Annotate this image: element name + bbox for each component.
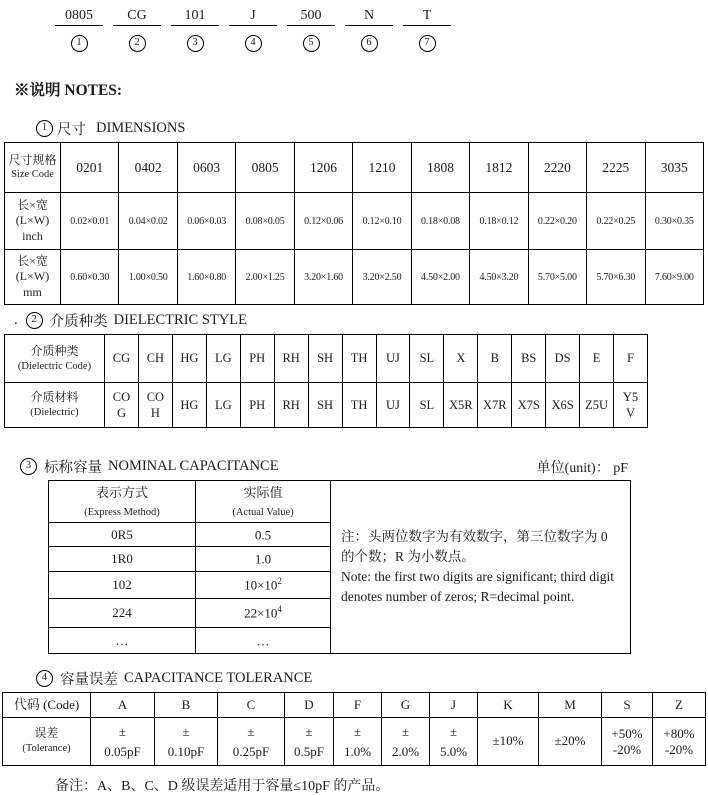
circled-number-icon: 5 [303, 35, 320, 52]
dielectric-code-cell: PH [240, 335, 274, 383]
mm-cell: 3.20×2.50 [353, 250, 411, 305]
inch-cell: 0.18×0.08 [411, 193, 469, 250]
section-title-en: NOMINAL CAPACITANCE [108, 458, 279, 474]
marker [340, 35, 398, 52]
marker [282, 35, 340, 52]
column-header-actual [196, 481, 331, 523]
tolerance-value-cell: ± 0.5pF [285, 718, 334, 766]
dielectric-material-cell: Z5U [580, 383, 614, 428]
dielectric-code-cell: BS [512, 335, 546, 383]
circled-number-icon: 6 [361, 35, 378, 52]
capacitance-header-row [49, 481, 631, 523]
dielectric-material-cell: SH [308, 383, 342, 428]
inch-cell: 0.12×0.10 [353, 193, 411, 250]
part-code-dielectric: CG [113, 8, 161, 26]
row-header-cn: 长×宽 [17, 197, 48, 212]
size-code-cell: 0603 [177, 143, 235, 193]
section-title-dimensions [36, 118, 708, 139]
tolerance-value-cell: ± 2.0% [382, 718, 430, 766]
part-code-segment [398, 8, 456, 26]
tolerance-table [2, 692, 706, 766]
row-header [5, 335, 105, 383]
tolerance-value-cell: ± 0.25pF [218, 718, 285, 766]
marker [224, 35, 282, 52]
row-header-en: (Tolerance) [22, 743, 71, 755]
column-header-express [49, 481, 196, 523]
tolerance-code-cell: G [382, 693, 430, 718]
size-code-cell: 1812 [470, 143, 528, 193]
mm-cell: 5.70×5.00 [528, 250, 586, 305]
dielectric-code-cell: B [478, 335, 512, 383]
size-code-cell: 3035 [645, 143, 703, 193]
note-en: Note: the first two digits are significant; third digit denotes number of zeros; R=decimal point. [341, 569, 614, 605]
datasheet-page [0, 8, 708, 794]
size-code-row [5, 143, 704, 193]
dielectric-code-cell: LG [206, 335, 240, 383]
mm-cell: 0.60×0.30 [61, 250, 119, 305]
row-header-cn: 介质种类 [30, 343, 79, 358]
row-header [3, 718, 91, 766]
dielectric-material-cell: UJ [376, 383, 410, 428]
dielectric-code-cell: HG [172, 335, 206, 383]
circled-number-icon: 4 [36, 670, 53, 687]
tolerance-value-cell: ± 5.0% [430, 718, 478, 766]
section-title-cn: 容量误差 [60, 672, 118, 688]
part-code-markers [50, 35, 708, 52]
inch-cell: 0.06×0.03 [177, 193, 235, 250]
notes-heading: ※说明 NOTES: [14, 82, 123, 99]
marker [166, 35, 224, 52]
mm-cell: 4.50×3.20 [470, 250, 528, 305]
part-code-segment [340, 8, 398, 26]
size-code-cell: 0402 [119, 143, 177, 193]
row-header [5, 193, 61, 250]
dielectric-code-cell: CG [105, 335, 139, 383]
dielectric-material-cell: X6S [546, 383, 580, 428]
tolerance-value-cell: ± 0.10pF [155, 718, 218, 766]
tolerance-value-cell: +50% -20% [602, 718, 653, 766]
dielectric-code-cell: SH [308, 335, 342, 383]
inch-cell: 0.12×0.06 [294, 193, 352, 250]
mm-cell: 1.00×0.50 [119, 250, 177, 305]
dielectric-code-cell: RH [274, 335, 308, 383]
size-code-cell: 0201 [61, 143, 119, 193]
circled-number-icon: 3 [20, 458, 37, 475]
dielectric-material-cell: X7R [478, 383, 512, 428]
row-header: 代码 (Code) [3, 693, 91, 718]
actual-cell: 0.5 [196, 523, 331, 547]
marker [108, 35, 166, 52]
dielectric-material-cell: TH [342, 383, 376, 428]
row-header [5, 143, 61, 193]
size-code-cell: 2220 [528, 143, 586, 193]
column-header-en: (Actual Value) [232, 506, 294, 518]
dielectric-material-cell: COH [138, 383, 172, 428]
section-title-cn: 介质种类 [49, 314, 108, 330]
mm-cell: 5.70×6.30 [587, 250, 645, 305]
dielectric-material-cell: Y5V [614, 383, 648, 428]
express-cell: 1R0 [49, 547, 196, 572]
tolerance-value-cell: ±10% [478, 718, 539, 766]
dielectric-code-cell: X [444, 335, 478, 383]
tolerance-code-cell: K [478, 693, 539, 718]
row-header-en: (Dielectric) [30, 407, 79, 419]
size-code-cell: 1206 [294, 143, 352, 193]
inch-cell: 0.04×0.02 [119, 193, 177, 250]
section-title-en: DIMENSIONS [96, 120, 186, 136]
dielectric-material-cell: HG [172, 383, 206, 428]
size-code-cell: 0805 [236, 143, 294, 193]
mm-row [5, 250, 704, 305]
dielectric-material-cell: X7S [512, 383, 546, 428]
row-header-lw: (L×W) [15, 213, 50, 228]
dielectric-material-row [5, 383, 648, 428]
marker [398, 35, 456, 52]
part-code-row [50, 8, 708, 26]
section-head-capacitance [0, 456, 708, 477]
row-header [5, 250, 61, 305]
tolerance-value-cell: ± 1.0% [334, 718, 382, 766]
section-title-en: DIELECTRIC STYLE [113, 312, 247, 328]
express-cell: 224 [49, 599, 196, 628]
dielectric-code-cell: CH [138, 335, 172, 383]
dielectric-material-cell: COG [105, 383, 139, 428]
section-title-tolerance [36, 668, 708, 689]
row-header-unit: mm [23, 284, 42, 299]
section-title-cn: 标称容量 [44, 460, 102, 476]
row-header-lw: (L×W) [15, 269, 50, 284]
row-header-cn: 尺寸规格 [8, 152, 57, 167]
tolerance-code-cell: A [91, 693, 155, 718]
dielectric-table [4, 334, 648, 428]
row-header-en: (Dielectric Code) [17, 360, 92, 372]
row-header-unit: inch [22, 228, 43, 243]
mm-cell: 7.60×9.00 [645, 250, 703, 305]
dielectric-material-cell: PH [240, 383, 274, 428]
express-cell: 0R5 [49, 523, 196, 547]
circled-number-icon: 2 [26, 312, 43, 329]
part-code-segment [282, 8, 340, 26]
part-code-size: 0805 [55, 8, 103, 26]
row-header-cn: 长×宽 [17, 253, 48, 268]
part-code-segment [108, 8, 166, 26]
dielectric-code-row [5, 335, 648, 383]
mm-cell: 2.00×1.25 [236, 250, 294, 305]
section-title-en: CAPACITANCE TOLERANCE [124, 670, 313, 686]
actual-cell: $10\times 10^2$ [196, 572, 331, 599]
actual-cell: $22\times 10^4$ [196, 599, 331, 628]
dielectric-code-cell: F [614, 335, 648, 383]
circled-number-icon: 7 [419, 35, 436, 52]
row-header [5, 383, 105, 428]
mm-cell: 1.60×0.80 [177, 250, 235, 305]
dielectric-code-cell: SL [410, 335, 444, 383]
part-code-segment [224, 8, 282, 26]
row-header-cn: 误差 [34, 726, 59, 741]
express-cell: 102 [49, 572, 196, 599]
size-code-cell: 1210 [353, 143, 411, 193]
inch-cell: 0.22×0.25 [587, 193, 645, 250]
dimensions-table [4, 142, 704, 305]
actual-cell: … [196, 628, 331, 654]
tolerance-code-cell: Z [653, 693, 706, 718]
circled-number-icon: 1 [36, 120, 53, 137]
tolerance-code-cell: S [602, 693, 653, 718]
tolerance-code-cell: B [155, 693, 218, 718]
row-header-en: Size Code [11, 169, 54, 181]
part-code-tolerance: J [229, 8, 277, 26]
part-code-termination: N [345, 8, 393, 26]
tolerance-value-cell: +80% -20% [653, 718, 706, 766]
actual-cell: 1.0 [196, 547, 331, 572]
circled-number-icon: 4 [245, 35, 262, 52]
circled-number-icon: 3 [187, 35, 204, 52]
inch-cell: 0.22×0.20 [528, 193, 586, 250]
section-title-dielectric [14, 310, 708, 331]
tolerance-code-cell: C [218, 693, 285, 718]
inch-cell: 0.08×0.05 [236, 193, 294, 250]
part-code-voltage: 500 [287, 8, 335, 26]
capacitance-note [331, 481, 631, 654]
inch-row [5, 193, 704, 250]
inch-cell: 0.18×0.12 [470, 193, 528, 250]
part-code-segment [50, 8, 108, 26]
tolerance-code-cell: M [539, 693, 602, 718]
column-header-cn: 表示方式 [95, 484, 148, 500]
circled-number-icon: 2 [129, 35, 146, 52]
section-title-cn: 尺寸 [57, 122, 86, 138]
tolerance-code-cell: D [285, 693, 334, 718]
unit-label: 单位(unit)： pF [536, 460, 628, 476]
size-code-cell: 2225 [587, 143, 645, 193]
mm-cell: 3.20×1.60 [294, 250, 352, 305]
part-code-segment [166, 8, 224, 26]
part-code-capacitance: 101 [171, 8, 219, 26]
title-prefix: . [14, 312, 18, 328]
capacitance-table [48, 480, 631, 654]
dielectric-code-cell: TH [342, 335, 376, 383]
inch-cell: 0.30×0.35 [645, 193, 703, 250]
remark-note: 备注：A、B、C、D 级误差适用于容量≤10pF 的产品。 [55, 779, 390, 794]
dielectric-material-cell: LG [206, 383, 240, 428]
section-title-capacitance [20, 456, 279, 477]
express-cell: … [49, 628, 196, 654]
tolerance-value-row [3, 718, 706, 766]
tolerance-code-row [3, 693, 706, 718]
note-cn: 注：头两位数字为有效数字，第三位数字为 0 的个数；R 为小数点。 [341, 528, 608, 564]
column-header-cn: 实际值 [243, 484, 283, 500]
dielectric-code-cell: E [580, 335, 614, 383]
dielectric-material-cell: RH [274, 383, 308, 428]
column-header-en: (Express Method) [84, 506, 160, 518]
mm-cell: 4.50×2.00 [411, 250, 469, 305]
tolerance-value-cell: ±20% [539, 718, 602, 766]
dielectric-material-cell: X5R [444, 383, 478, 428]
tolerance-code-cell: F [334, 693, 382, 718]
row-header-cn: 介质材料 [30, 390, 79, 405]
tolerance-code-cell: J [430, 693, 478, 718]
size-code-cell: 1808 [411, 143, 469, 193]
dielectric-code-cell: UJ [376, 335, 410, 383]
tolerance-value-cell: ± 0.05pF [91, 718, 155, 766]
circled-number-icon: 1 [71, 35, 88, 52]
dielectric-code-cell: DS [546, 335, 580, 383]
marker [50, 35, 108, 52]
dielectric-material-cell: SL [410, 383, 444, 428]
part-code-packing: T [403, 8, 451, 26]
inch-cell: 0.02×0.01 [61, 193, 119, 250]
